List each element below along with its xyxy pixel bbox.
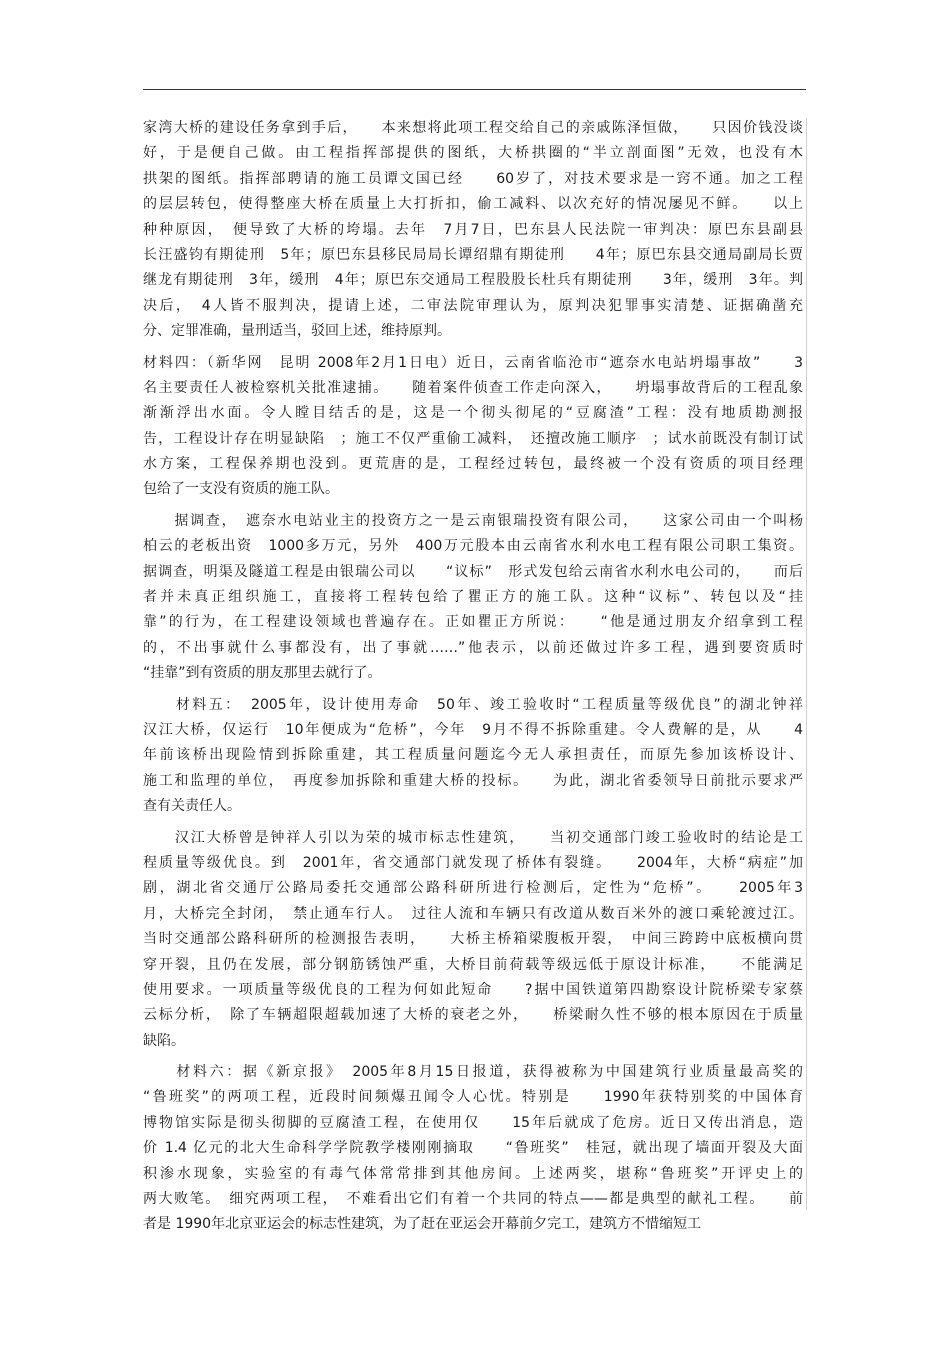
- text-line: 材料六：据《新京报》 2005年8月15日报道，获得被称为中国建筑行业质量最高奖的: [143, 1064, 803, 1081]
- text-line: 使用要求。一项质量等级优良的工程为何如此短命 ?据中国铁道第四勘察设计院桥梁专家蔡: [143, 981, 803, 998]
- paragraph: [143, 693, 803, 820]
- paragraph: [143, 509, 803, 687]
- text-line: 据调查， 遮奈水电站业主的投资方之一是云南银瑞投资有限公司， 这家公司由一个叫杨: [143, 512, 803, 529]
- text-line: 长汪盛钧有期徒刑 5年；原巴东县移民局局长谭绍鼎有期徒刑 4年；原巴东县交通局副局长贾: [143, 246, 803, 263]
- text-line: 靠”的行为，在工程建设领域也普遍存在。正如瞿正方所说： “他是通过朋友介绍拿到工程: [143, 614, 803, 631]
- text-line: 家湾大桥的建设任务拿到手后， 本来想将此项工程交给自己的亲戚陈泽恒做， 只因价钱没谈: [143, 120, 803, 136]
- text-line: 柏云的老板出资 1000多万元，另外 400万元股本由云南省水利水电工程有限公司职工集资。: [143, 538, 803, 555]
- text-line: 查有关责任人。: [143, 798, 241, 815]
- document-body: [143, 116, 803, 1244]
- text-line: 包给了一支没有资质的施工队。: [143, 481, 339, 498]
- paragraph: [143, 116, 803, 345]
- text-line: 当时交通部公路科研所的检测报告表明， 大桥主桥箱梁腹板开裂， 中间三跨跨中底板横向贯: [143, 931, 803, 948]
- text-line: 渐渐浮出水面。令人瞠目结舌的是，这是一个彻头彻尾的“豆腐渣”工程：没有地质勘测报: [143, 405, 803, 422]
- text-line: 名主要责任人被检察机关批准逮捕。 随着案件侦查工作走向深入， 坍塌事故背后的工程乱象: [143, 379, 803, 396]
- paragraph: [143, 351, 803, 503]
- text-line: 价 1.4 亿元的北大生命科学学院教学楼刚刚摘取 “鲁班奖” 桂冠，就出现了墙面开裂及大面: [143, 1140, 803, 1157]
- text-line: 汉江大桥，仅运行 10年便成为“危桥”，今年 9月不得不拆除重建。令人费解的是，从 4: [143, 721, 803, 738]
- text-line: 汉江大桥曾是钟祥人引以为荣的城市标志性建筑， 当初交通部门竣工验收时的结论是工: [143, 829, 803, 846]
- text-line: 程质量等级优良。到 2001年，省交通部门就发现了桥体有裂缝。 2004年，大桥“病症”加: [143, 854, 803, 871]
- text-line: 拱架的图纸。指挥部聘请的施工员谭文国已经 60岁了，对技术要求是一窍不通。加之工程: [143, 170, 803, 187]
- text-line: 材料五： 2005年，设计使用寿命 50年、竣工验收时“工程质量等级优良”的湖北钟祥: [143, 696, 803, 713]
- text-line: 材料四：（新华网 昆明 2008年2月1日电）近日，云南省临沧市“遮奈水电站坍塌事故” 3: [143, 354, 803, 371]
- text-line: 种种原因， 便导致了大桥的垮塌。去年 7月7日，巴东县人民法院一审判决：原巴东县副县: [143, 221, 803, 238]
- text-line: 博物馆实际是彻头彻脚的豆腐渣工程，在使用仅 15年后就成了危房。近日又传出消息，造: [143, 1114, 803, 1131]
- text-line: 年前该桥出现险情到拆除重建，其工程质量问题迄今无人承担责任，而原先参加该桥设计、: [143, 747, 803, 764]
- text-line: 缺陷。: [143, 1032, 185, 1049]
- text-line: 的，不出事就什么事都没有，出了事就……”他表示，以前还做过许多工程，遇到要资质时: [143, 639, 803, 656]
- text-line: 水方案，工程保养期也没到。更荒唐的是，工程经过转包，最终被一个没有资质的项目经理: [143, 456, 803, 473]
- text-line: “鲁班奖”的两项工程，近段时间频爆丑闻令人心忧。特别是 1990年获特别奖的中国体育: [143, 1089, 803, 1106]
- text-line: 施工和监理的单位， 再度参加拆除和重建大桥的投标。 为此，湖北省委领导日前批示要求严: [143, 772, 803, 789]
- text-line: 云标分析， 除了车辆超限超载加速了大桥的衰老之外， 桥梁耐久性不够的根本原因在于质量: [143, 1007, 803, 1024]
- paragraph: [143, 826, 803, 1055]
- paragraph: [143, 1060, 803, 1238]
- text-line: 剧，湖北省交通厅公路局委托交通部公路科研所进行检测后，定性为“危桥”。 2005年3: [143, 880, 803, 897]
- text-line: 告，工程设计存在明显缺陷 ；施工不仅严重偷工减料， 还擅改施工顺序 ；试水前既没有制订试: [143, 430, 803, 447]
- text-line: 好，于是便自己做。由工程指挥部提供的图纸，大桥拱圈的“半立剖面图”无效，也没有木: [143, 145, 803, 162]
- text-line: “挂靠”到有资质的朋友那里去就行了。: [143, 665, 382, 682]
- margin-rule: [806, 118, 807, 1210]
- text-line: 者并未真正组织施工，直接将工程转包给了瞿正方的施工队。这种“议标”、转包以及“挂: [143, 589, 803, 606]
- text-line: 据调查，明渠及隧道工程是由银瑞公司以 “议标” 形式发包给云南省水利水电公司的， 而后: [143, 563, 803, 580]
- text-line: 穿开裂，且仍在发展，部分钢筋锈蚀严重，大桥目前荷载等级远低于原设计标准， 不能满足: [143, 956, 803, 973]
- text-line: 积渗水现象，实验室的有毒气体常常排到其他房间。上述两奖，堪称“鲁班奖”开评史上的: [143, 1165, 803, 1182]
- text-line: 分、定罪准确，量刑适当，驳回上述，维持原判。: [143, 323, 451, 340]
- text-line: 月，大桥完全封闭， 禁止通车行人。 过往人流和车辆只有改道从数百米外的渡口乘轮渡过江。: [143, 905, 803, 922]
- text-line: 者是 1990年北京亚运会的标志性建筑，为了赶在亚运会开幕前夕完工，建筑方不惜缩短工: [143, 1216, 702, 1233]
- text-line: 决后， 4人皆不服判决，提请上述，二审法院审理认为，原判决犯罪事实清楚、证据确凿充: [143, 297, 803, 314]
- header-rule: [143, 89, 806, 90]
- text-line: 的层层转包，使得整座大桥在质量上大打折扣，偷工减料、以次充好的情况屡见不鲜。 以上: [143, 196, 803, 213]
- text-line: 继龙有期徒刑 3年，缓刑 4年；原巴东交通局工程股股长杜兵有期徒刑 3年，缓刑 3年。判: [143, 272, 803, 289]
- text-line: 两大败笔。 细究两项工程， 不难看出它们有着一个共同的特点——都是典型的献礼工程。 前: [143, 1191, 803, 1208]
